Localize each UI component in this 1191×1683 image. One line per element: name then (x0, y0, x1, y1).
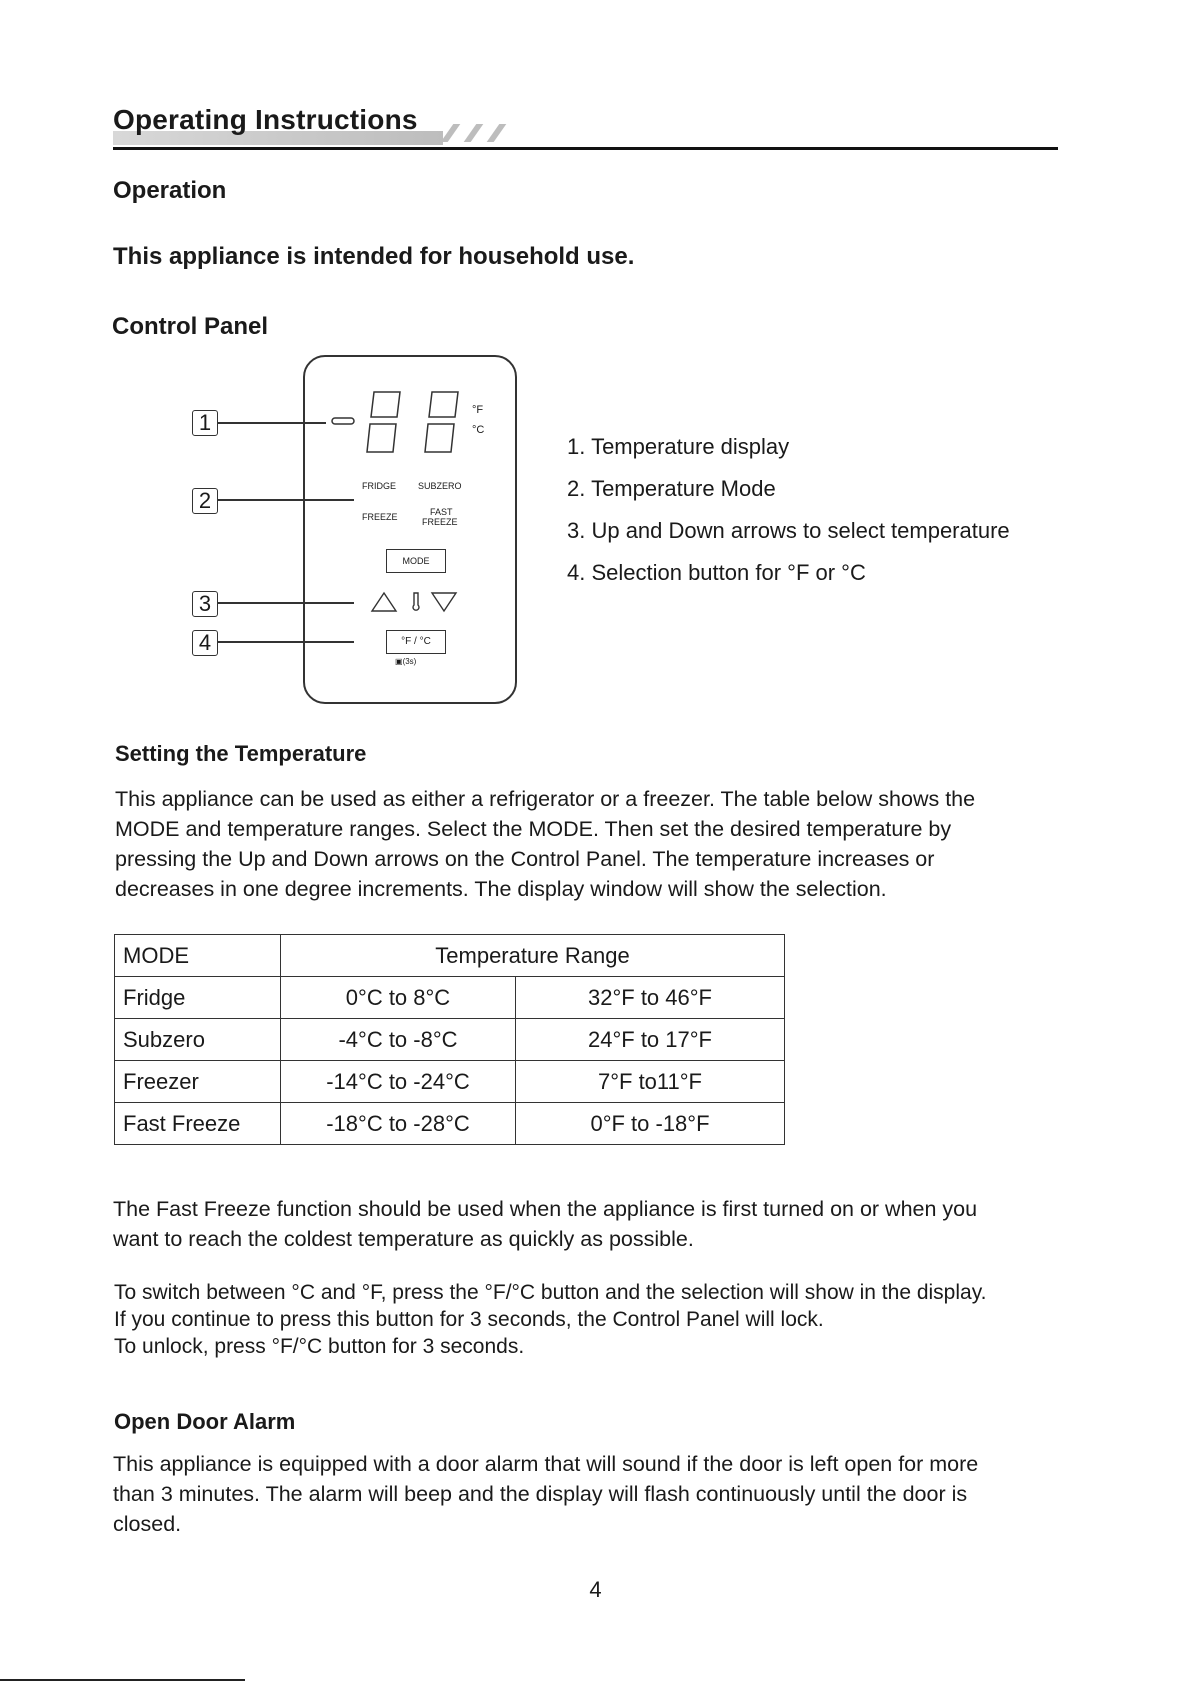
table-cell-fahrenheit: 7°F to11°F (516, 1061, 785, 1103)
table-cell-fahrenheit: 0°F to -18°F (516, 1103, 785, 1145)
temperature-range-table (114, 934, 785, 1145)
down-arrow-icon (432, 593, 456, 611)
callout-leader-4 (218, 641, 354, 643)
callout-leader-1 (218, 422, 326, 424)
page-number: 4 (589, 1577, 602, 1602)
header-decoration-slash (487, 124, 507, 142)
table-cell-mode: Fast Freeze (115, 1103, 281, 1145)
fast-freeze-note (113, 1194, 977, 1254)
table-row (115, 1061, 785, 1103)
table-row (115, 977, 785, 1019)
mode-label-fast-freeze: FREEZE (422, 517, 458, 527)
mode-button[interactable]: MODE (386, 549, 446, 573)
paragraph-line: pressing the Up and Down arrows on the Control Panel. The temperature increases or (115, 847, 935, 871)
footer-rule (0, 1679, 245, 1681)
paragraph-line: closed. (113, 1512, 182, 1536)
table-cell-celsius: -14°C to -24°C (281, 1061, 516, 1103)
paragraph-line: MODE and temperature ranges. Select the MODE. Then set the desired temperature by (115, 817, 952, 841)
mode-label-subzero: SUBZERO (418, 481, 462, 491)
callout-3: 3 (192, 591, 218, 617)
temperature-arrows (370, 590, 466, 614)
section-title-open-door-alarm: Open Door Alarm (114, 1409, 296, 1434)
paragraph-line: than 3 minutes. The alarm will beep and the display will flash continuously until the door is (113, 1482, 968, 1506)
mode-label-fridge: FRIDGE (362, 481, 397, 491)
open-door-alarm-paragraph (113, 1449, 978, 1539)
table-row (115, 1019, 785, 1061)
table-cell-fahrenheit: 24°F to 17°F (516, 1019, 785, 1061)
table-cell-celsius: 0°C to 8°C (281, 977, 516, 1019)
callout-leader-2 (218, 499, 354, 501)
unit-toggle-button[interactable]: °F / °C (386, 630, 446, 654)
table-cell-celsius: -18°C to -28°C (281, 1103, 516, 1145)
callout-2: 2 (192, 488, 218, 514)
lock-hint-text: (3s) (402, 657, 417, 666)
table-cell-mode: Subzero (115, 1019, 281, 1061)
mode-label-fast: FAST (430, 507, 453, 517)
legend-item-3: 3. Up and Down arrows to select temperature (567, 518, 1010, 543)
paragraph-line: This appliance is equipped with a door alarm that will sound if the door is left open for more (113, 1452, 979, 1476)
header-decoration-slash (441, 124, 461, 142)
up-arrow-icon (372, 593, 396, 611)
header-decoration-slash (464, 124, 484, 142)
callout-1: 1 (192, 410, 218, 436)
display-unit-c: °C (472, 424, 485, 436)
mode-label-freeze: FREEZE (362, 512, 398, 522)
unit-switch-note (114, 1279, 986, 1360)
paragraph-line: If you continue to press this button for 3 seconds, the Control Panel will lock. (114, 1308, 824, 1331)
legend-item-4: 4. Selection button for °F or °C (567, 560, 866, 585)
callout-leader-3 (218, 602, 354, 604)
section-title-control-panel: Control Panel (112, 313, 269, 340)
table-cell-celsius: -4°C to -8°C (281, 1019, 516, 1061)
section-title-setting-temperature: Setting the Temperature (115, 741, 367, 766)
seven-segment-display-icon (330, 388, 500, 458)
setting-temperature-paragraph (115, 784, 975, 904)
section-title-operation: Operation (113, 177, 227, 204)
paragraph-line: To switch between °C and °F, press the °F/°C button and the selection will show in the display. (114, 1281, 987, 1304)
table-row (115, 1103, 785, 1145)
lock-hint (395, 657, 416, 666)
display-unit-f: °F (472, 404, 484, 416)
legend-item-2: 2. Temperature Mode (567, 476, 776, 501)
page-header-title: Operating Instructions (113, 104, 418, 135)
callout-4: 4 (192, 630, 218, 656)
table-header-mode: MODE (115, 935, 281, 977)
lock-icon: ▣ (395, 657, 403, 666)
table-header-row (115, 935, 785, 977)
legend-item-1: 1. Temperature display (567, 434, 790, 459)
paragraph-line: To unlock, press °F/°C button for 3 seconds. (114, 1335, 525, 1358)
paragraph-line: decreases in one degree increments. The display window will show the selection. (115, 877, 887, 901)
household-note: This appliance is intended for household use. (113, 243, 635, 270)
paragraph-line: This appliance can be used as either a refrigerator or a freezer. The table below shows the (115, 787, 976, 811)
thermometer-icon (413, 593, 419, 610)
paragraph-line: The Fast Freeze function should be used when the appliance is first turned on or when you (113, 1197, 978, 1221)
table-cell-fahrenheit: 32°F to 46°F (516, 977, 785, 1019)
table-cell-mode: Freezer (115, 1061, 281, 1103)
table-cell-mode: Fridge (115, 977, 281, 1019)
header-rule (113, 147, 1058, 150)
table-header-range: Temperature Range (281, 935, 785, 977)
paragraph-line: want to reach the coldest temperature as quickly as possible. (113, 1227, 694, 1251)
